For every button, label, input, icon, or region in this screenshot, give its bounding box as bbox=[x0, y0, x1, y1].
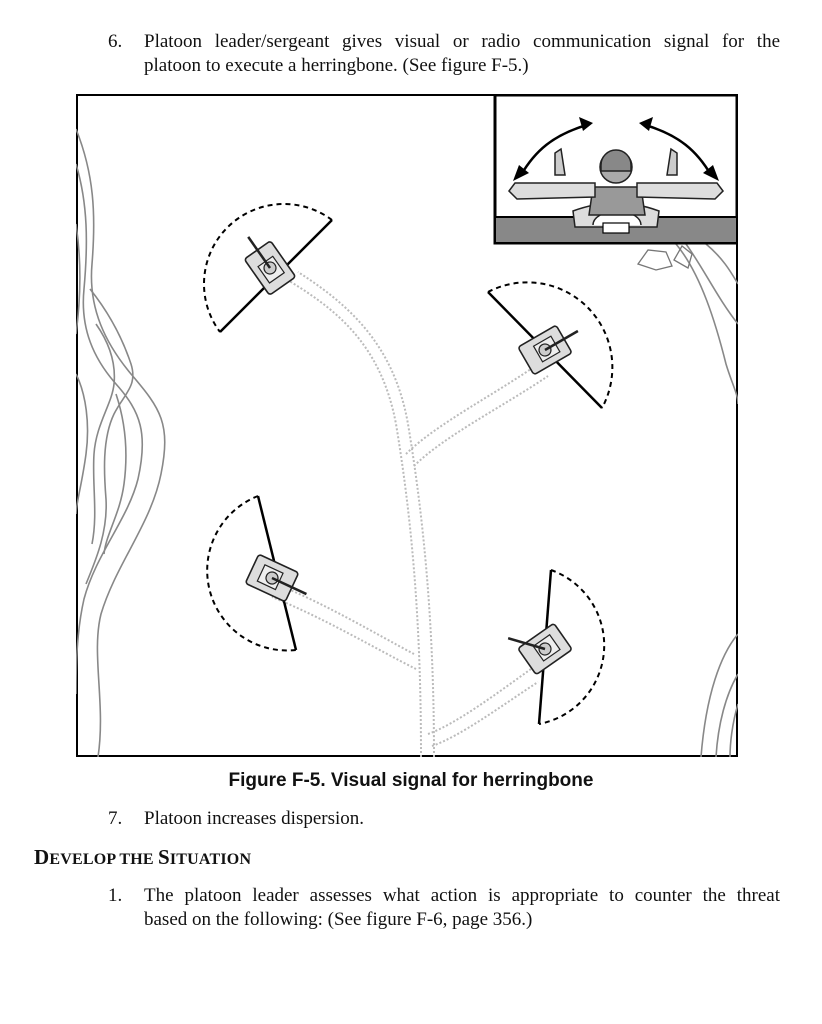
step-1-number: 1. bbox=[108, 885, 123, 906]
herringbone-illustration bbox=[76, 94, 738, 757]
herringbone-figure bbox=[76, 94, 738, 757]
signal-inset bbox=[495, 95, 737, 243]
step-7-text: Platoon increases dispersion. bbox=[144, 808, 365, 829]
step-6-number: 6. bbox=[108, 31, 123, 52]
section-heading: DEVELOP THE SITUATION bbox=[34, 845, 252, 869]
step-1-line-2: based on the following: (See figure F-6, page 356.) bbox=[144, 909, 533, 930]
step-6-line-1: Platoon leader/sergeant gives visual or radio communication signal for the bbox=[144, 31, 780, 52]
step-6-line-2: platoon to execute a herringbone. (See figure F-5.) bbox=[144, 55, 529, 76]
figure-caption: Figure F-5. Visual signal for herringbone bbox=[228, 770, 594, 791]
step-7-number: 7. bbox=[108, 808, 123, 829]
step-1-line-1: The platoon leader assesses what action is appropriate to counter the threat bbox=[144, 885, 780, 906]
